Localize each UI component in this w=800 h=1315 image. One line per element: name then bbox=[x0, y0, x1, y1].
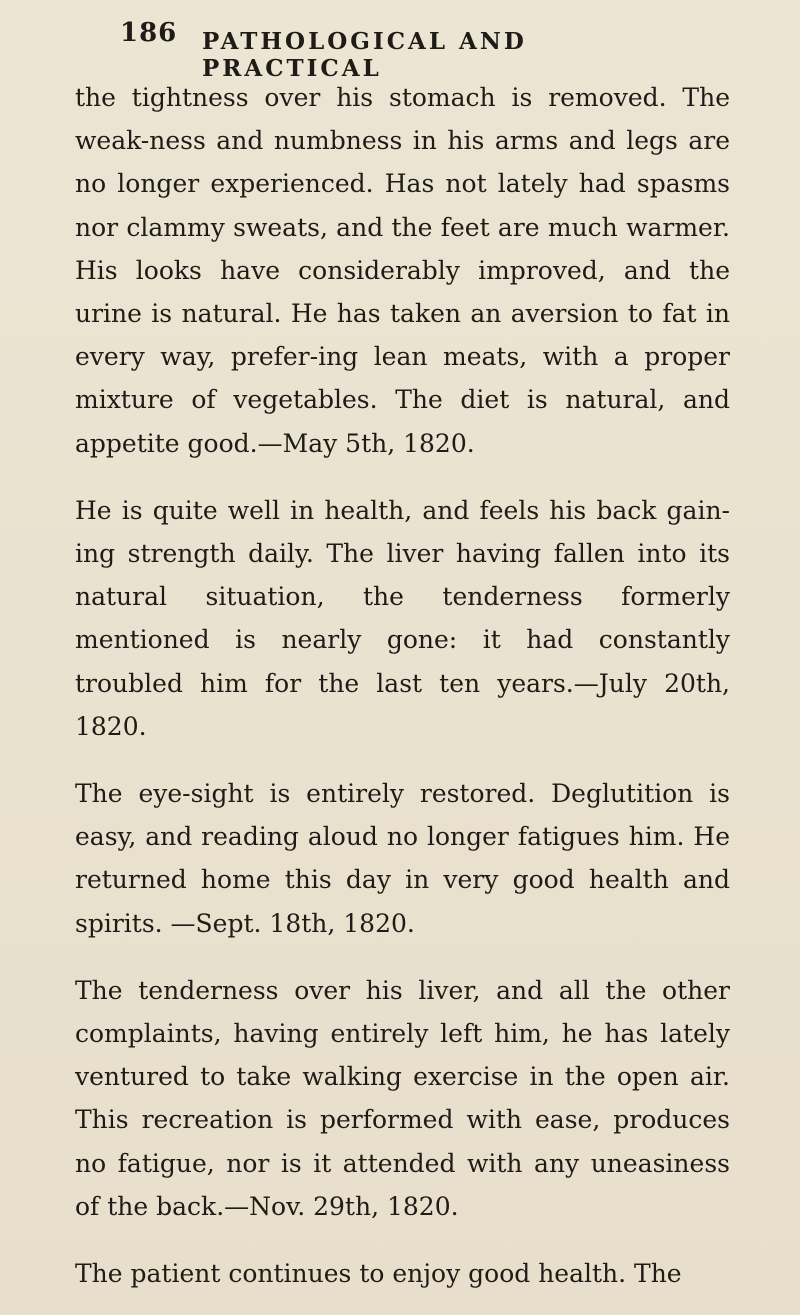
running-title: PATHOLOGICAL AND PRACTICAL bbox=[202, 28, 527, 82]
paragraph-5: The patient continues to enjoy good health. The bbox=[75, 1259, 682, 1289]
page-header bbox=[120, 18, 680, 82]
page-number: 186 bbox=[120, 18, 178, 48]
paragraph-2: He is quite well in health, and feels his back gain-ing strength daily. The liver having fallen into its natural situation, the tenderness formerly mentioned is nearly gone: it had constantly troubled him for the last ten years.—July 20th, 1820. bbox=[75, 495, 730, 741]
body-text bbox=[75, 76, 730, 1295]
paragraph-3: The eye-sight is entirely restored. Deglutition is easy, and reading aloud no longer fatigues him. He returned home this day in very good health and spirits. —Sept. 18th, 1820. bbox=[75, 779, 730, 938]
paragraph-1: the tightness over his stomach is removed. The weak-ness and numbness in his arms and legs are no longer experienced. Has not lately had spasms nor clammy sweats, and the feet are much warmer. His looks have considerably improved, and the urine is natural. He has taken an aversion to fat in every way, prefer-ing lean meats, with a proper mixture of vegetables. The diet is natural, and appetite good.—May 5th, 1820. bbox=[75, 83, 730, 458]
paragraph-4: The tenderness over his liver, and all the other complaints, having entirely left him, he has lately ventured to take walking exercise in the open air. This recreation is performed with ease, produces no fatigue, nor is it attended with any uneasiness of the back.—Nov. 29th, 1820. bbox=[75, 975, 730, 1221]
